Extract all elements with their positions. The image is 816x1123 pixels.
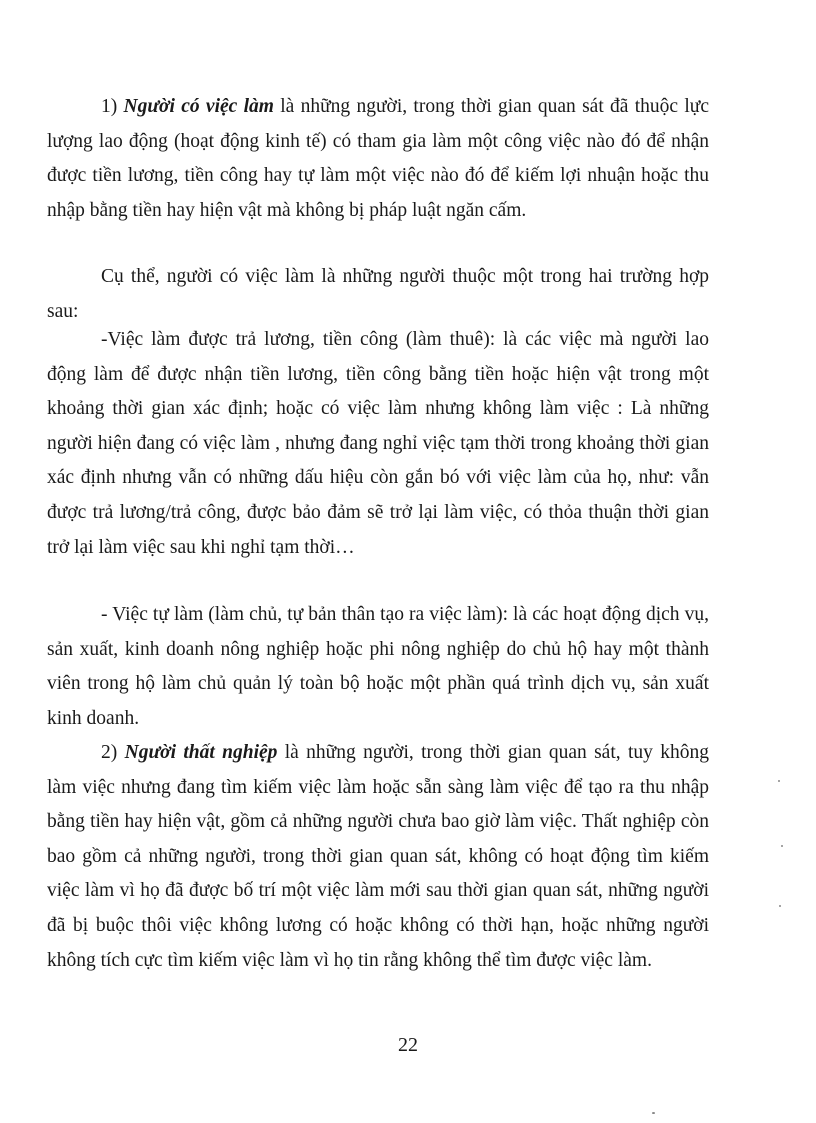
defined-term-employed: Người có việc làm bbox=[123, 96, 274, 117]
paragraph-self-employment: - Việc tự làm (làm chủ, tự bản thân tạo ra việc làm): là các hoạt động dịch vụ, sản xuất, kinh doanh nông nghiệp hoặc phi nông nghiệp do chủ hộ hay một thành viên trong hộ làm chủ quản lý toàn bộ hoặc một phần quá trình dịch vụ, sản xuất kinh doanh. bbox=[47, 604, 709, 729]
scan-speck bbox=[779, 905, 781, 907]
paragraph-employed-cases-intro: Cụ thể, người có việc làm là những người thuộc một trong hai trường hợp sau: bbox=[47, 266, 709, 322]
scan-speck bbox=[652, 1112, 655, 1114]
list-number: 2) bbox=[101, 742, 125, 763]
paragraph-unemployed-definition bbox=[47, 736, 709, 978]
paragraph-employed-definition bbox=[47, 90, 709, 228]
definition-text: là những người, trong thời gian quan sát, tuy không làm việc nhưng đang tìm kiếm việc làm hoặc sẵn sàng làm việc để tạo ra thu nhập bằng tiền hay hiện vật, gồm cả những người chưa bao giờ làm việc. Thất nghiệp còn bao gồm cả những người, trong thời gian quan sát, không có hoạt động tìm kiếm việc làm vì họ đã được bố trí một việc làm mới sau thời gian quan sát, những người đã bị buộc thôi việc không lương có hoặc không có thời hạn, hoặc những người không tích cực tìm kiếm việc làm vì họ tin rằng không thể tìm được việc làm. bbox=[47, 742, 709, 971]
page-number: 22 bbox=[398, 1034, 418, 1056]
paragraph-wage-employment: -Việc làm được trả lương, tiền công (làm thuê): là các việc mà người lao động làm để được nhận tiền lương, tiền công bằng tiền hoặc hiện vật trong một khoảng thời gian xác định; hoặc có việc làm nhưng không làm việc : Là những người hiện đang có việc làm , nhưng đang nghỉ việc tạm thời trong khoảng thời gian xác định nhưng vẫn có những dấu hiệu còn gắn bó với việc làm của họ, như: vẫn được trả lương/trả công, được bảo đảm sẽ trở lại làm việc, có thỏa thuận thời gian trở lại làm việc sau khi nghỉ tạm thời… bbox=[47, 329, 709, 558]
list-number: 1) bbox=[101, 96, 124, 117]
scan-speck bbox=[778, 780, 780, 782]
scan-speck bbox=[781, 845, 783, 847]
defined-term-unemployed: Người thất nghiệp bbox=[124, 742, 278, 763]
definition-text: là những người, trong thời gian quan sát đã thuộc lực lượng lao động (hoạt động kinh tế) có tham gia làm một công việc nào đó để nhận được tiền lương, tiền công hay tự làm một việc nào đó để kiếm lợi nhuận hoặc thu nhập bằng tiền hay hiện vật mà không bị pháp luật ngăn cấm. bbox=[47, 96, 709, 221]
